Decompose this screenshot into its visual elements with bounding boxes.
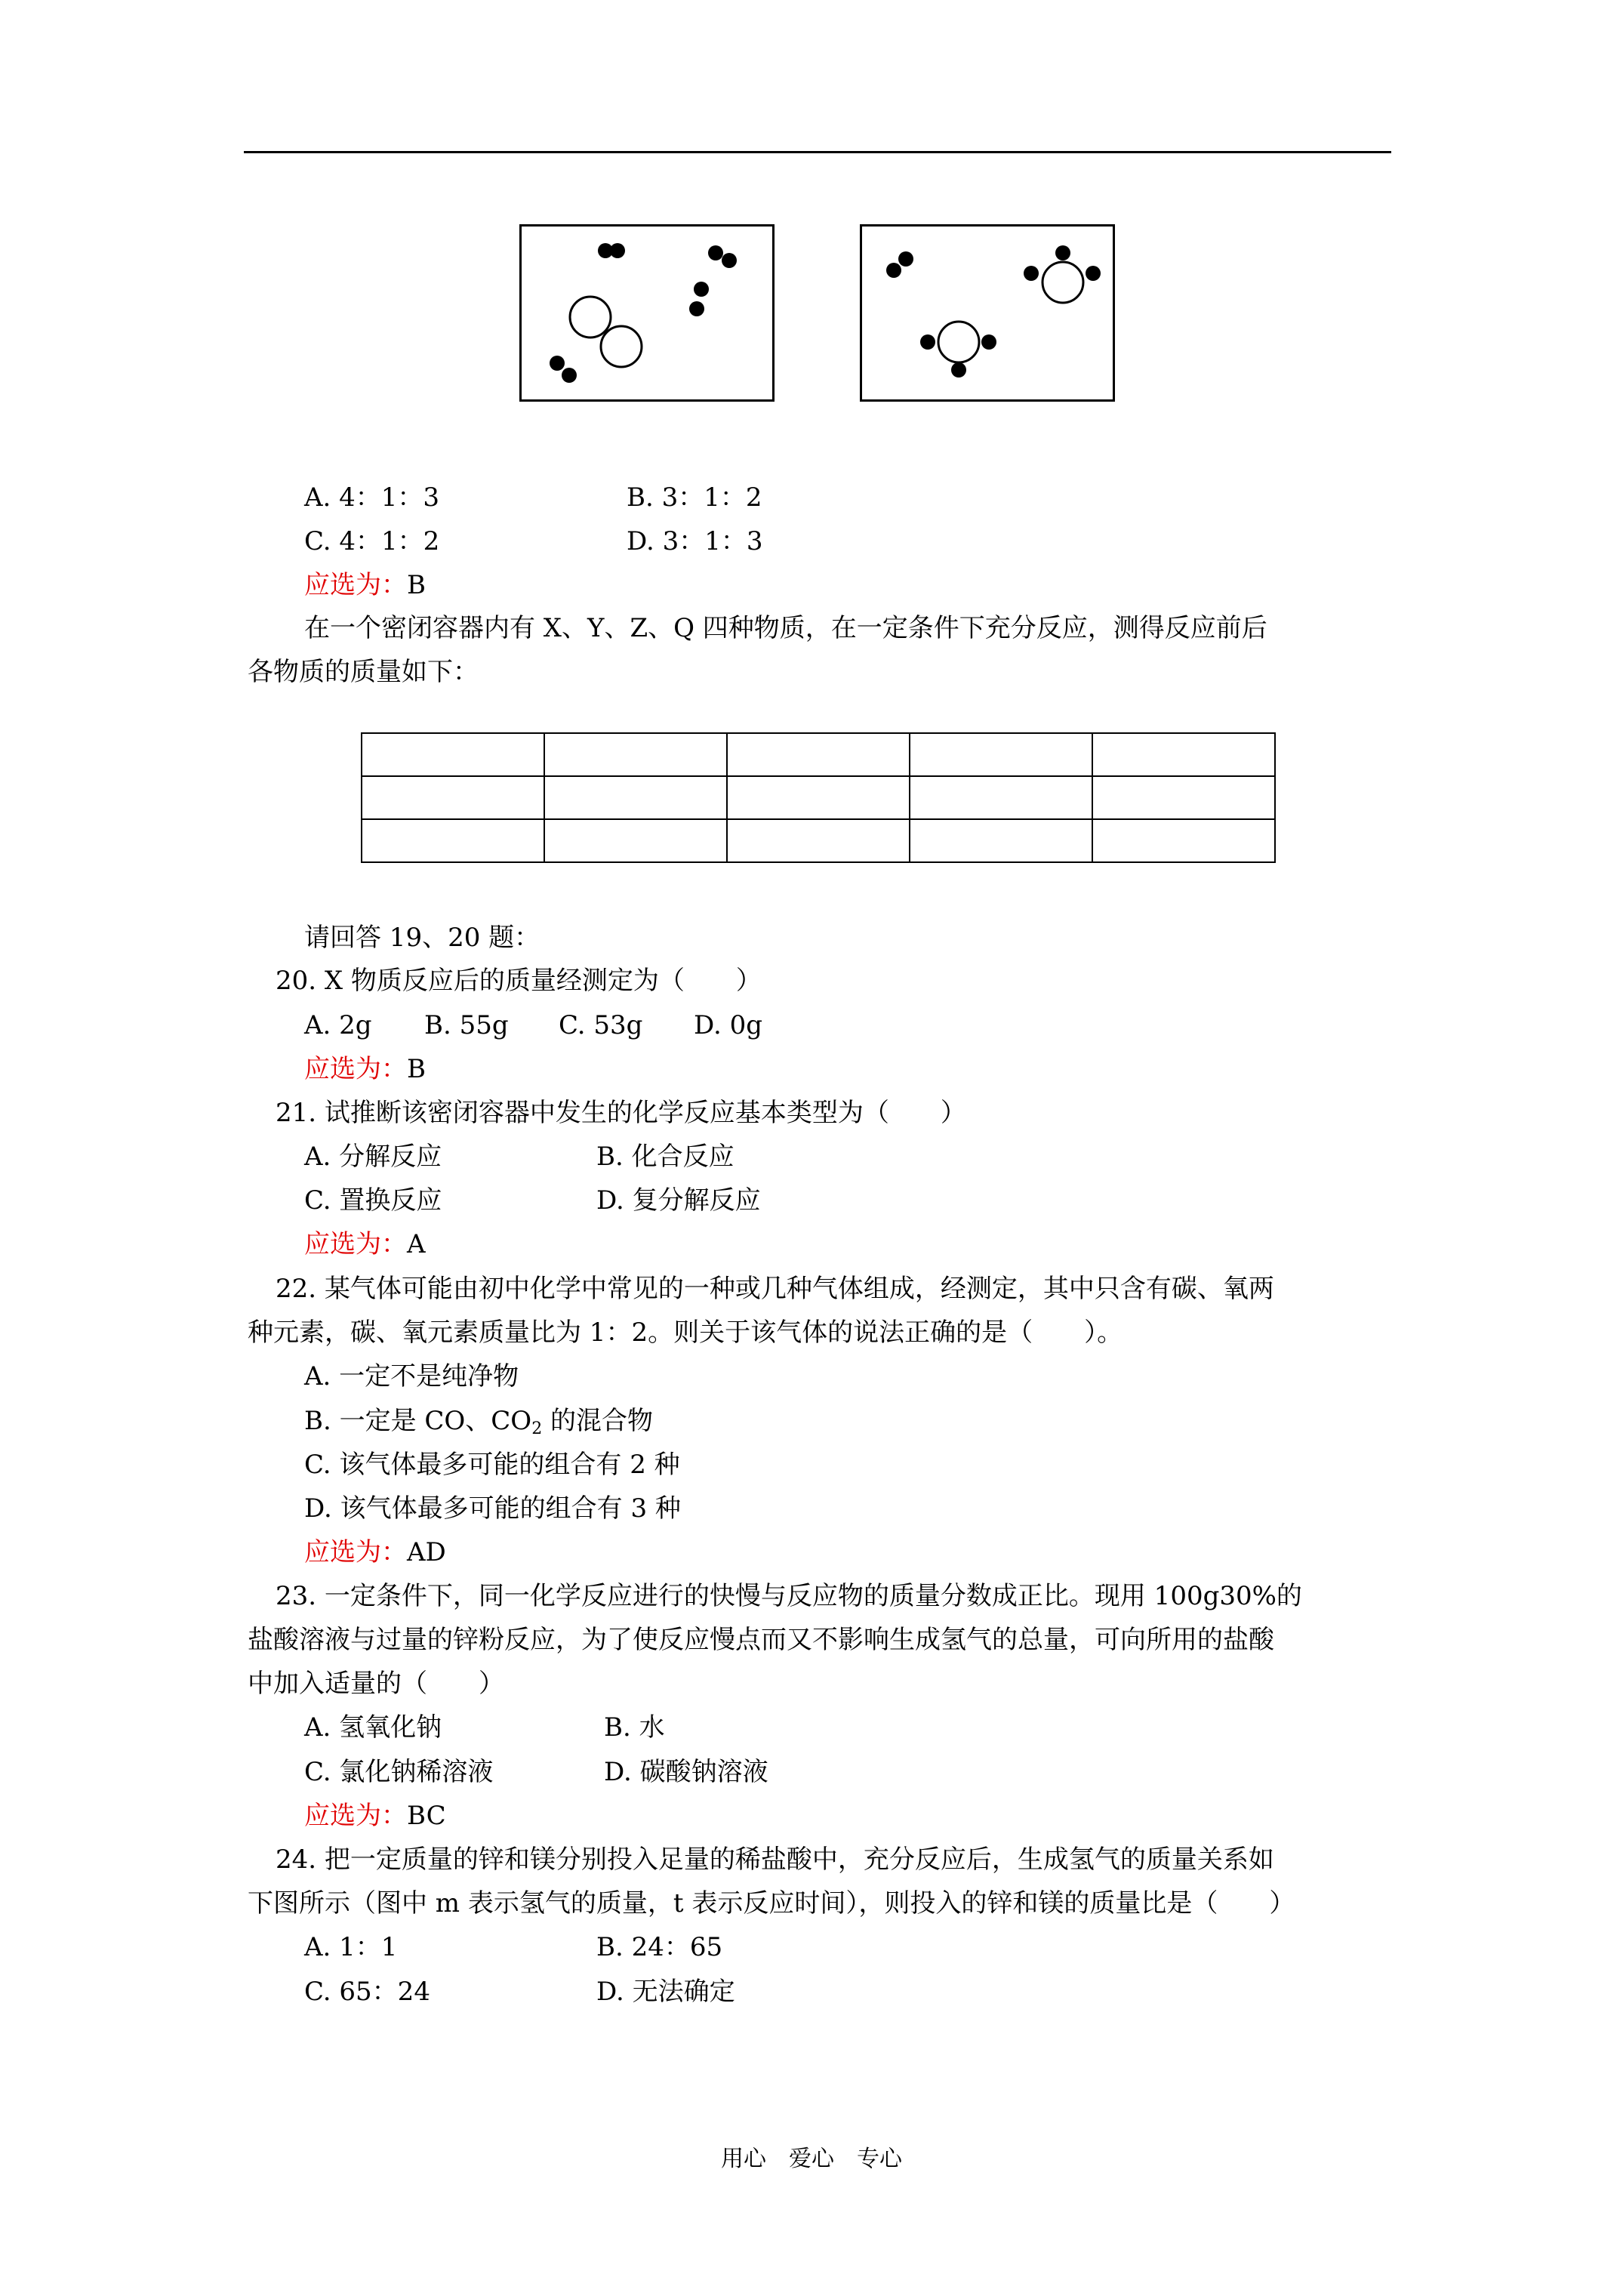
atom-black (981, 334, 996, 350)
q24-stem-line-1: 24. 把一定质量的锌和镁分别投入足量的稀盐酸中，充分反应后，生成氢气的质量关系如 (276, 1845, 1274, 1875)
q24-option-b: B. 24：65 (596, 1932, 723, 1962)
option-a: A. 4：1：3 (304, 482, 440, 513)
q23-stem-line-3: 中加入适量的（ ） (248, 1669, 504, 1699)
q20-option-a: A. 2g (304, 1010, 372, 1040)
molecule-svg-before (522, 227, 777, 404)
atom-white (601, 326, 642, 367)
answer-value: B (407, 1054, 426, 1084)
atom-black (898, 251, 913, 267)
table-cell (727, 819, 910, 862)
atom-black (1024, 266, 1039, 281)
q23-option-d: D. 碳酸钠溶液 (604, 1757, 768, 1787)
table-cell (910, 819, 1092, 862)
table-cell (362, 776, 544, 819)
diagram-before-reaction (519, 224, 775, 402)
atom-black (1055, 245, 1070, 260)
atom-white (570, 297, 611, 337)
table-cell (362, 733, 544, 776)
q22-option-b-suffix: 的混合物 (542, 1406, 653, 1436)
answer-label: 应选为： (304, 1537, 407, 1567)
q22-option-b (304, 1406, 653, 1436)
answer-label: 应选为： (304, 1229, 407, 1259)
answer-value: BC (407, 1801, 446, 1831)
q20-answer (304, 1054, 426, 1084)
instruction: 请回答 19、20 题： (304, 923, 540, 953)
table-cell (362, 819, 544, 862)
option-b: B. 3：1：2 (627, 482, 762, 513)
q23-option-b: B. 水 (604, 1712, 665, 1743)
option-c: C. 4：1：2 (304, 526, 440, 556)
q20-option-b: B. 55g (424, 1010, 509, 1040)
q23-stem-line-1: 23. 一定条件下，同一化学反应进行的快慢与反应物的质量分数成正比。现用 100g30%的 (276, 1581, 1302, 1611)
intro-line-1: 在一个密闭容器内有 X、Y、Z、Q 四种物质，在一定条件下充分反应，测得反应前后 (304, 613, 1267, 643)
q22-option-c: C. 该气体最多可能的组合有 2 种 (304, 1450, 680, 1480)
q22-option-b-text: B. 一定是 CO、CO (304, 1406, 532, 1436)
q24-option-c: C. 65：24 (304, 1977, 430, 2007)
answer-value: B (407, 570, 426, 600)
q22-stem-line-2: 种元素，碳、氧元素质量比为 1：2。则关于该气体的说法正确的是（ ）。 (248, 1318, 1123, 1348)
q21-option-a: A. 分解反应 (304, 1142, 442, 1172)
answer-label: 应选为： (304, 1054, 407, 1084)
atom-black (689, 301, 704, 316)
atom-white (938, 322, 979, 362)
atom-black (550, 356, 565, 371)
mass-table (361, 732, 1276, 863)
q24-option-a: A. 1：1 (304, 1932, 398, 1962)
atom-black (920, 334, 935, 350)
q24-option-d: D. 无法确定 (596, 1977, 735, 2007)
subscript: 2 (531, 1419, 543, 1438)
answer-label: 应选为： (304, 1801, 407, 1831)
q20-option-d: D. 0g (694, 1010, 763, 1040)
q22-option-d: D. 该气体最多可能的组合有 3 种 (304, 1493, 681, 1524)
atom-black (886, 263, 901, 278)
q24-stem-line-2: 下图所示（图中 m 表示氢气的质量，t 表示反应时间），则投入的锌和镁的质量比是（ ） (248, 1888, 1295, 1918)
table-cell (1092, 776, 1275, 819)
q22-stem-line-1: 22. 某气体可能由初中化学中常见的一种或几种气体组成，经测定，其中只含有碳、氧两 (276, 1274, 1274, 1304)
header-rule (244, 151, 1391, 153)
q20-stem: 20. X 物质反应后的质量经测定为（ ） (276, 966, 762, 996)
q23-stem-line-2: 盐酸溶液与过量的锌粉反应，为了使反应慢点而又不影响生成氢气的总量，可向所用的盐酸 (248, 1625, 1274, 1655)
q22-answer (304, 1537, 446, 1567)
table-row (362, 776, 1275, 819)
answer-value: A (407, 1229, 426, 1259)
answer-label: 应选为： (304, 570, 407, 600)
q23-answer (304, 1801, 446, 1831)
table-cell (544, 819, 727, 862)
table-cell (910, 776, 1092, 819)
q20-option-c: C. 53g (559, 1010, 643, 1040)
option-d: D. 3：1：3 (627, 526, 763, 556)
atom-black (951, 362, 966, 378)
atom-black (562, 368, 577, 383)
atom-white (1042, 262, 1083, 303)
q21-answer (304, 1229, 426, 1259)
table-cell (544, 733, 727, 776)
table-cell (544, 776, 727, 819)
answer-line (304, 570, 426, 600)
table-row (362, 819, 1275, 862)
table-cell (910, 733, 1092, 776)
intro-line-2: 各物质的质量如下： (248, 657, 479, 687)
answer-value: AD (407, 1537, 446, 1567)
atom-black (708, 245, 723, 260)
table-cell (727, 776, 910, 819)
q21-option-b: B. 化合反应 (596, 1142, 735, 1172)
atom-black (610, 243, 625, 258)
diagram-after-reaction (860, 224, 1115, 402)
table-row (362, 733, 1275, 776)
atom-black (1086, 266, 1101, 281)
atom-black (722, 253, 737, 268)
table-cell (1092, 733, 1275, 776)
atom-black (694, 282, 709, 297)
molecule-svg-after (862, 227, 1117, 404)
q21-option-d: D. 复分解反应 (596, 1185, 761, 1216)
q21-option-c: C. 置换反应 (304, 1185, 442, 1216)
table-cell (1092, 819, 1275, 862)
q22-option-a: A. 一定不是纯净物 (304, 1361, 519, 1391)
page-footer: 用心 爱心 专心 (721, 2146, 902, 2172)
q23-option-c: C. 氯化钠稀溶液 (304, 1757, 494, 1787)
table-cell (727, 733, 910, 776)
q23-option-a: A. 氢氧化钠 (304, 1712, 442, 1743)
q21-stem: 21. 试推断该密闭容器中发生的化学反应基本类型为（ ） (276, 1098, 966, 1128)
